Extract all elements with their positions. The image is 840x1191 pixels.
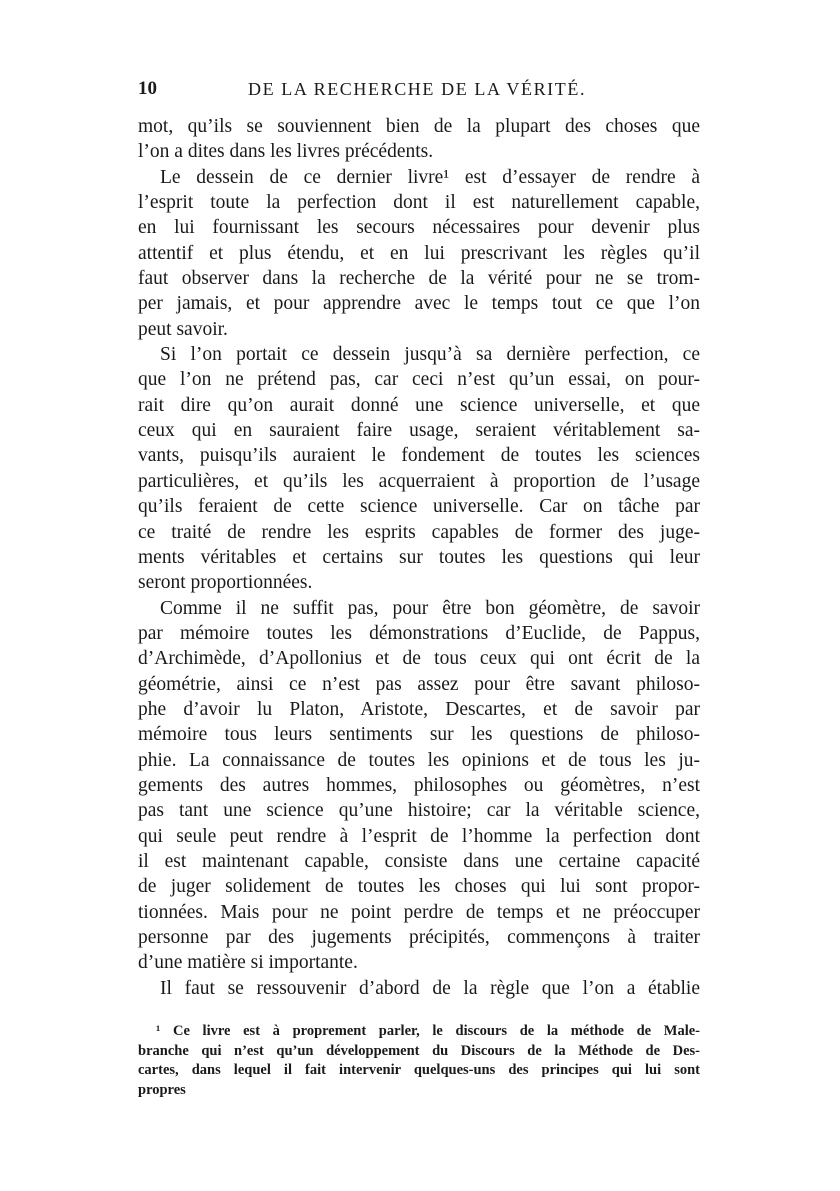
text-line: Le dessein de ce dernier livre¹ est d’essayer de rendre à <box>160 166 700 188</box>
text-line: que l’on ne prétend pas, car ceci n’est qu’un essai, on pour- <box>138 369 700 391</box>
text-line: seront proportionnées. <box>138 572 313 594</box>
footnote-line: ¹ Ce livre est à proprement parler, le discours de la méthode de Male- <box>156 1023 700 1039</box>
text-line: d’Archimède, d’Apollonius et de tous ceux qui ont écrit de la <box>138 648 700 670</box>
text-line: mémoire tous leurs sentiments sur les questions de philoso- <box>138 724 700 746</box>
text-line: de juger solidement de toutes les choses qui lui sont propor- <box>138 876 700 898</box>
text-line: Il faut se ressouvenir d’abord de la règle que l’on a établie <box>160 977 700 999</box>
text-line: particulières, et qu’ils les acquerraient à proportion de l’usage <box>138 470 700 492</box>
text-line: personne par des jugements précipités, commençons à traiter <box>138 927 700 948</box>
text-line: vants, puisqu’ils auraient le fondement de toutes les sciences <box>138 445 700 467</box>
running-head <box>138 78 700 104</box>
text-line: il est maintenant capable, consiste dans une certaine capacité <box>138 850 700 872</box>
text-line: per jamais, et pour apprendre avec le temps tout ce que l’on <box>138 293 700 315</box>
text-line: qui seule peut rendre à l’esprit de l’homme la perfection dont <box>138 825 700 847</box>
footnote-line: branche qui n’est qu’un développement du Discours de la Méthode de Des- <box>138 1042 700 1059</box>
text-line: phe d’avoir lu Platon, Aristote, Descartes, et de savoir par <box>138 698 700 720</box>
footnote <box>138 1022 700 1100</box>
text-line: d’une matière si importante. <box>138 952 358 974</box>
text-line: l’on a dites dans les livres précédents. <box>138 141 434 163</box>
running-title: DE LA RECHERCHE DE LA VÉRITÉ. <box>248 79 587 99</box>
text-line: faut observer dans la recherche de la vérité pour ne se trom- <box>138 268 700 290</box>
text-line: attentif et plus étendu, et en lui prescrivant les règles qu’il <box>138 242 700 264</box>
text-line: l’esprit toute la perfection dont il est naturellement capable, <box>138 192 700 214</box>
text-line: mot, qu’ils se souviennent bien de la plupart des choses que <box>138 116 700 137</box>
text-line: tionnées. Mais pour ne point perdre de temps et ne préoccuper <box>138 901 700 923</box>
footnote-line: cartes, dans lequel il fait intervenir quelques-uns des principes qui lui sont <box>138 1062 700 1078</box>
body-text <box>138 114 700 1001</box>
footnote-line: propres <box>138 1081 186 1098</box>
text-line: pas tant une science qu’une histoire; car la véritable science, <box>138 800 700 822</box>
text-line: ments véritables et certains sur toutes les questions qui leur <box>138 546 700 568</box>
text-line: phie. La connaissance de toutes les opinions et de tous les ju- <box>138 749 700 771</box>
text-line: rait dire qu’on aurait donné une science universelle, et que <box>138 394 700 416</box>
text-line: gements des autres hommes, philosophes ou géomètres, n’est <box>138 774 700 796</box>
page-number: 10 <box>138 78 157 99</box>
text-line: Si l’on portait ce dessein jusqu’à sa dernière perfection, ce <box>160 344 700 366</box>
text-line: qu’ils feraient de cette science universelle. Car on tâche par <box>138 496 700 518</box>
text-line: ce traité de rendre les esprits capables de former des juge- <box>138 521 700 543</box>
text-line: en lui fournissant les secours nécessaires pour devenir plus <box>138 217 700 239</box>
text-line: ceux qui en sauraient faire usage, seraient véritablement sa- <box>138 420 700 442</box>
text-line: Comme il ne suffit pas, pour être bon géomètre, de savoir <box>160 597 700 619</box>
text-line: géométrie, ainsi ce n’est pas assez pour être savant philoso- <box>138 673 700 695</box>
text-line: par mémoire toutes les démonstrations d’Euclide, de Pappus, <box>138 622 700 644</box>
text-line: peut savoir. <box>138 318 228 340</box>
